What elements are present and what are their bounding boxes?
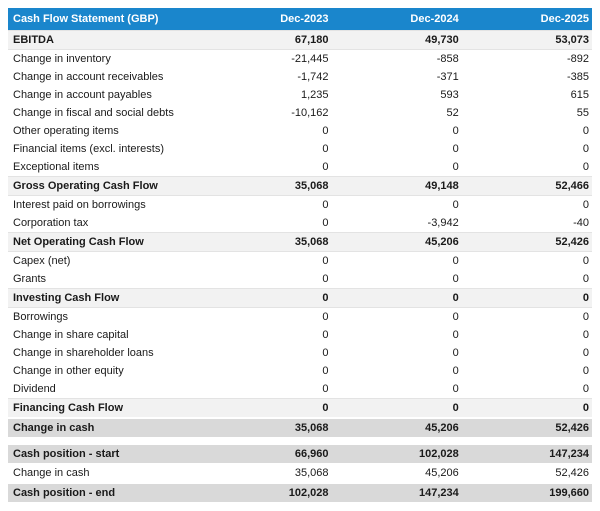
row-value: 102,028 bbox=[201, 483, 331, 503]
table-title: Cash Flow Statement (GBP) bbox=[8, 8, 201, 31]
table-row bbox=[8, 104, 592, 122]
row-label: Change in fiscal and social debts bbox=[8, 104, 201, 122]
row-value: 52,426 bbox=[462, 418, 592, 438]
row-value: 0 bbox=[462, 252, 592, 271]
row-value: 0 bbox=[332, 326, 462, 344]
row-label: Exceptional items bbox=[8, 158, 201, 177]
column-header-dec-2023: Dec-2023 bbox=[201, 8, 331, 31]
row-label: Interest paid on borrowings bbox=[8, 196, 201, 215]
row-value: 52,426 bbox=[462, 233, 592, 252]
row-value: 0 bbox=[201, 122, 331, 140]
row-value: 52 bbox=[332, 104, 462, 122]
row-value: -371 bbox=[332, 68, 462, 86]
table-body bbox=[8, 31, 592, 503]
row-value: 0 bbox=[332, 380, 462, 399]
row-label: EBITDA bbox=[8, 31, 201, 50]
row-value: 0 bbox=[201, 380, 331, 399]
row-value: 147,234 bbox=[332, 483, 462, 503]
table-row bbox=[8, 122, 592, 140]
row-value: -3,942 bbox=[332, 214, 462, 233]
row-value: 45,206 bbox=[332, 233, 462, 252]
row-value: -40 bbox=[462, 214, 592, 233]
row-value: 35,068 bbox=[201, 177, 331, 196]
row-label: Financial items (excl. interests) bbox=[8, 140, 201, 158]
row-value: 0 bbox=[201, 252, 331, 271]
table-row bbox=[8, 418, 592, 438]
table-row bbox=[8, 233, 592, 252]
table-row bbox=[8, 344, 592, 362]
row-value: 0 bbox=[201, 308, 331, 327]
table-row bbox=[8, 464, 592, 484]
row-value: 1,235 bbox=[201, 86, 331, 104]
row-value: 52,466 bbox=[462, 177, 592, 196]
row-label: Gross Operating Cash Flow bbox=[8, 177, 201, 196]
row-value: 0 bbox=[332, 344, 462, 362]
row-value: 0 bbox=[201, 362, 331, 380]
row-value: 35,068 bbox=[201, 464, 331, 484]
row-label: Investing Cash Flow bbox=[8, 289, 201, 308]
row-value: 0 bbox=[332, 196, 462, 215]
row-value: 49,730 bbox=[332, 31, 462, 50]
row-value: 35,068 bbox=[201, 418, 331, 438]
table-row bbox=[8, 31, 592, 50]
row-label: Cash position - end bbox=[8, 483, 201, 503]
row-label: Corporation tax bbox=[8, 214, 201, 233]
row-value: 0 bbox=[462, 270, 592, 289]
row-value: 0 bbox=[201, 214, 331, 233]
row-label: Change in account receivables bbox=[8, 68, 201, 86]
row-value: -10,162 bbox=[201, 104, 331, 122]
cashflow-table bbox=[8, 8, 592, 503]
row-value: 0 bbox=[332, 158, 462, 177]
row-value: 0 bbox=[332, 122, 462, 140]
row-value: 0 bbox=[201, 326, 331, 344]
table-row bbox=[8, 177, 592, 196]
row-value: 0 bbox=[201, 399, 331, 419]
table-row bbox=[8, 380, 592, 399]
row-value: 45,206 bbox=[332, 418, 462, 438]
row-value: 0 bbox=[462, 122, 592, 140]
table-row bbox=[8, 68, 592, 86]
row-label: Dividend bbox=[8, 380, 201, 399]
column-header-dec-2024: Dec-2024 bbox=[332, 8, 462, 31]
table-row bbox=[8, 140, 592, 158]
table-row bbox=[8, 158, 592, 177]
row-label: Financing Cash Flow bbox=[8, 399, 201, 419]
row-value: 49,148 bbox=[332, 177, 462, 196]
row-label: Change in account payables bbox=[8, 86, 201, 104]
table-row bbox=[8, 326, 592, 344]
table-header-row bbox=[8, 8, 592, 31]
row-value: 0 bbox=[462, 326, 592, 344]
table-row bbox=[8, 214, 592, 233]
row-label: Change in inventory bbox=[8, 50, 201, 69]
row-label: Borrowings bbox=[8, 308, 201, 327]
row-value: 0 bbox=[332, 362, 462, 380]
table-row bbox=[8, 252, 592, 271]
row-value: 0 bbox=[332, 308, 462, 327]
row-value: 53,073 bbox=[462, 31, 592, 50]
row-value: 0 bbox=[201, 344, 331, 362]
row-label: Capex (net) bbox=[8, 252, 201, 271]
table-row bbox=[8, 362, 592, 380]
row-value: 0 bbox=[332, 399, 462, 419]
row-label: Change in cash bbox=[8, 464, 201, 484]
row-value: 0 bbox=[462, 362, 592, 380]
row-value: 0 bbox=[462, 399, 592, 419]
row-value: 0 bbox=[332, 289, 462, 308]
row-value: 615 bbox=[462, 86, 592, 104]
row-value: 0 bbox=[462, 344, 592, 362]
row-value: 147,234 bbox=[462, 444, 592, 464]
row-value: 0 bbox=[332, 270, 462, 289]
table-row bbox=[8, 399, 592, 419]
row-value: 67,180 bbox=[201, 31, 331, 50]
row-value: 0 bbox=[201, 270, 331, 289]
row-label: Change in other equity bbox=[8, 362, 201, 380]
row-value: 102,028 bbox=[332, 444, 462, 464]
row-value: -1,742 bbox=[201, 68, 331, 86]
row-value: -892 bbox=[462, 50, 592, 69]
row-value: 0 bbox=[201, 140, 331, 158]
table-row bbox=[8, 196, 592, 215]
row-value: 0 bbox=[462, 196, 592, 215]
row-label: Cash position - start bbox=[8, 444, 201, 464]
row-value: 0 bbox=[462, 289, 592, 308]
row-value: -385 bbox=[462, 68, 592, 86]
table-row bbox=[8, 308, 592, 327]
table-row bbox=[8, 483, 592, 503]
table-row bbox=[8, 270, 592, 289]
row-value: -21,445 bbox=[201, 50, 331, 69]
table-row bbox=[8, 50, 592, 69]
row-value: 0 bbox=[201, 289, 331, 308]
row-value: -858 bbox=[332, 50, 462, 69]
table-row bbox=[8, 86, 592, 104]
row-value: 45,206 bbox=[332, 464, 462, 484]
row-value: 0 bbox=[332, 252, 462, 271]
column-header-dec-2025: Dec-2025 bbox=[462, 8, 592, 31]
row-label: Grants bbox=[8, 270, 201, 289]
row-value: 0 bbox=[332, 140, 462, 158]
row-value: 0 bbox=[462, 140, 592, 158]
row-label: Change in cash bbox=[8, 418, 201, 438]
row-label: Change in share capital bbox=[8, 326, 201, 344]
row-value: 0 bbox=[201, 196, 331, 215]
row-label: Change in shareholder loans bbox=[8, 344, 201, 362]
row-value: 0 bbox=[462, 308, 592, 327]
row-value: 199,660 bbox=[462, 483, 592, 503]
row-label: Other operating items bbox=[8, 122, 201, 140]
row-value: 52,426 bbox=[462, 464, 592, 484]
row-value: 0 bbox=[201, 158, 331, 177]
row-label: Net Operating Cash Flow bbox=[8, 233, 201, 252]
row-value: 593 bbox=[332, 86, 462, 104]
table-row bbox=[8, 289, 592, 308]
row-value: 0 bbox=[462, 380, 592, 399]
row-value: 35,068 bbox=[201, 233, 331, 252]
row-value: 66,960 bbox=[201, 444, 331, 464]
row-value: 55 bbox=[462, 104, 592, 122]
row-value: 0 bbox=[462, 158, 592, 177]
table-row bbox=[8, 444, 592, 464]
